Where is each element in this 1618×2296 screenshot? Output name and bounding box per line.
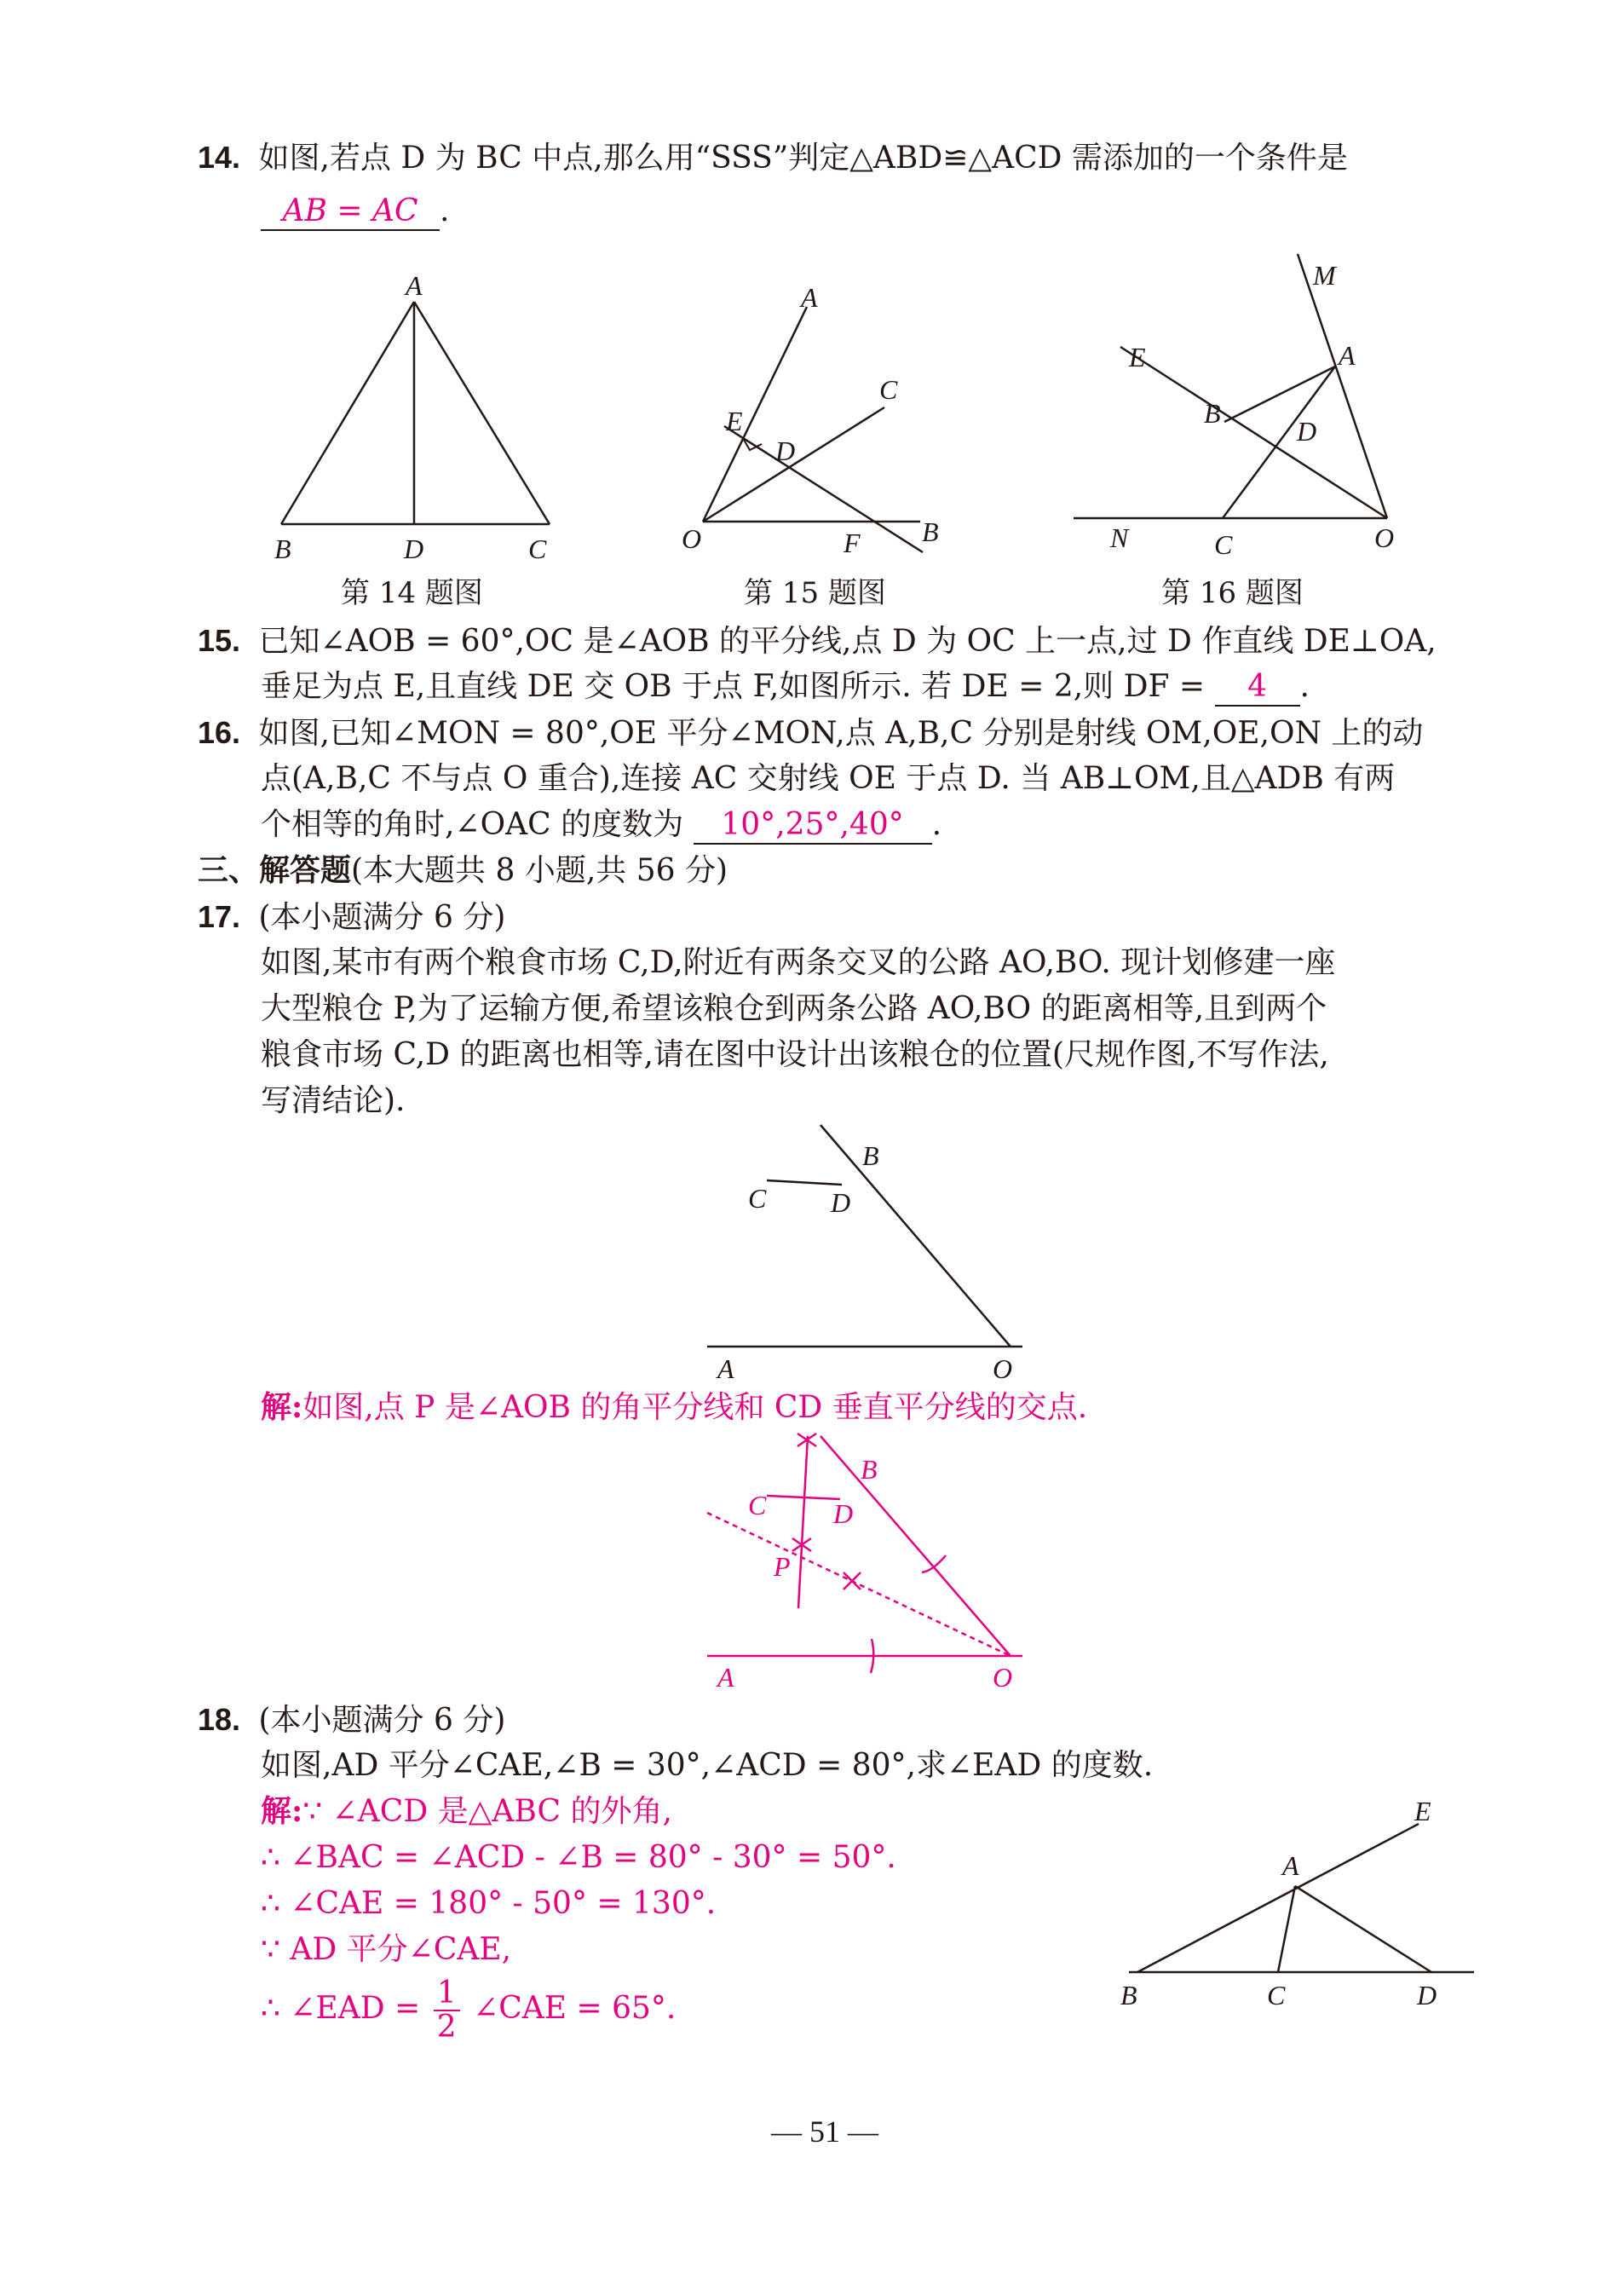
q15-end: . (1299, 669, 1310, 704)
fig15-label-B: B (922, 516, 939, 547)
q17-solution-label: 解: (261, 1389, 303, 1425)
fig17s-label-O: O (993, 1662, 1013, 1693)
q17-score: (本小题满分 6 分) (258, 900, 506, 935)
fig16-label-E: E (1129, 342, 1146, 372)
q16-number: 16. (198, 715, 241, 750)
fig16-label-N: N (1110, 522, 1129, 553)
q18-step-5 (261, 1977, 676, 2044)
q15-answer: 4 (1215, 668, 1300, 707)
fig17-label-B: B (862, 1140, 879, 1171)
q18-number: 18. (198, 1702, 241, 1737)
fig17s-label-B: B (861, 1454, 878, 1485)
fig15-label-O: O (682, 523, 702, 554)
fig15-label-D: D (775, 436, 796, 466)
q14-line2 (261, 193, 449, 231)
q17-line3: 粮食市场 C,D 的距离也相等,请在图中设计出该粮仓的位置(尺规作图,不写作法, (261, 1037, 1329, 1072)
fig16-label-O: O (1374, 522, 1395, 553)
q17-line2: 大型粮仓 P,为了运输方便,希望该粮仓到两条公路 AO,BO 的距离相等,且到两个 (261, 991, 1327, 1026)
q16-end: . (931, 807, 942, 842)
q15-text-1: 已知∠AOB = 60°,OC 是∠AOB 的平分线,点 D 为 OC 上一点,过 D 作直线 DE⊥OA, (258, 624, 1437, 659)
q15-number: 15. (198, 623, 241, 658)
section-3-title: 三、解答题 (198, 853, 352, 888)
q18-fraction (434, 1977, 460, 2044)
fig17s-label-C: C (748, 1490, 767, 1520)
q18-step-1 (261, 1793, 672, 1830)
q17-number: 17. (198, 899, 241, 934)
fig17s-label-P: P (774, 1551, 791, 1582)
fig17-label-C: C (748, 1183, 767, 1214)
fig18-label-B: B (1120, 1980, 1137, 2010)
q18-score: (本小题满分 6 分) (258, 1703, 506, 1738)
q16-answer: 10°,25°,40° (694, 806, 932, 845)
fig14-label-B: B (274, 534, 291, 564)
q18-header (198, 1701, 505, 1739)
fig14-label-C: C (528, 534, 547, 564)
q17-solution-text: 如图,点 P 是∠AOB 的角平分线和 CD 垂直平分线的交点. (302, 1390, 1088, 1425)
fig14-label-D: D (404, 534, 424, 564)
figure-15 (682, 281, 963, 571)
q17-line1: 如图,某市有两个粮食市场 C,D,附近有两条交叉的公路 AO,BO. 现计划修建一座 (261, 945, 1336, 980)
fig16-label-D: D (1297, 416, 1317, 447)
q18-solution-label: 解: (261, 1793, 303, 1829)
q15-line2 (261, 668, 1310, 707)
fig14-caption: 第 14 题图 (341, 576, 483, 610)
figure-14 (256, 270, 579, 564)
section-3-header (198, 852, 728, 889)
figure-16 (1069, 247, 1427, 571)
fig16-label-A: A (1339, 340, 1356, 371)
q18-step-1-text: ∵ ∠ACD 是△ABC 的外角, (302, 1794, 672, 1829)
fig18-label-E: E (1414, 1796, 1431, 1826)
fig18-label-A: A (1282, 1850, 1299, 1881)
q18-step-5-pre: ∴ ∠EAD = (261, 1990, 421, 2026)
fig18-label-C: C (1267, 1980, 1286, 2010)
q16-text-3: 个相等的角时,∠OAC 的度数为 (261, 807, 684, 842)
q18-step-4: ∵ AD 平分∠CAE, (261, 1932, 512, 1967)
q17-solution (261, 1389, 1087, 1426)
fig15-label-A: A (801, 282, 818, 313)
q14-number: 14. (198, 140, 241, 175)
q16-text-1: 如图,已知∠MON = 80°,OE 平分∠MON,点 A,B,C 分别是射线 OM,OE,ON 上的动 (258, 716, 1424, 751)
fig14-label-A: A (406, 270, 423, 301)
q15-line1 (198, 622, 1437, 660)
q14-end: . (440, 193, 450, 228)
q16-line3 (261, 806, 941, 845)
fig16-label-M: M (1313, 260, 1336, 291)
fig16-label-B: B (1204, 398, 1221, 429)
fig15-label-E: E (726, 406, 743, 436)
q18-step-5-post: ∠CAE = 65°. (473, 1990, 677, 2026)
q16-line2 (261, 760, 1395, 797)
fig18-label-D: D (1417, 1980, 1437, 2010)
q14-answer: AB = AC (261, 193, 440, 231)
section-3-note: (本大题共 8 小题,共 56 分) (351, 853, 728, 888)
q17-header (198, 898, 505, 936)
q14-text: 如图,若点 D 为 BC 中点,那么用“SSS”判定△ABD≌△ACD 需添加的一个条件是 (258, 141, 1348, 176)
q18-problem: 如图,AD 平分∠CAE,∠B = 30°,∠ACD = 80°,求∠EAD 的度数. (261, 1748, 1154, 1783)
fig16-caption: 第 16 题图 (1161, 576, 1304, 610)
fig15-label-F: F (844, 528, 861, 558)
q16-line1 (198, 714, 1423, 752)
fig15-label-C: C (879, 374, 898, 405)
q16-text-2: 点(A,B,C 不与点 O 重合),连接 AC 交射线 OE 于点 D. 当 AB⊥OM,且△ADB 有两 (261, 761, 1396, 796)
page-number: — 51 — (771, 2114, 878, 2149)
fig17-label-O: O (993, 1353, 1013, 1384)
q14-line1 (198, 139, 1348, 176)
figure-18 (1108, 1790, 1500, 2011)
figure-17-solution (699, 1428, 1039, 1700)
figure-17 (699, 1116, 1039, 1384)
q18-fraction-denominator: 2 (436, 2009, 457, 2045)
q18-fraction-numerator: 1 (434, 1977, 460, 2011)
q17-line4: 写清结论). (261, 1083, 406, 1118)
fig17-label-D: D (831, 1187, 851, 1218)
q18-step-3: ∴ ∠CAE = 180° - 50° = 130°. (261, 1886, 717, 1921)
fig17-label-A: A (717, 1353, 734, 1384)
fig17s-label-A: A (717, 1662, 734, 1693)
fig15-caption: 第 15 题图 (744, 576, 886, 610)
fig17s-label-D: D (833, 1498, 854, 1529)
q15-text-2: 垂足为点 E,且直线 DE 交 OB 于点 F,如图所示. 若 DE = 2,则 DF = (261, 669, 1206, 704)
fig16-label-C: C (1214, 529, 1233, 560)
q18-step-2: ∴ ∠BAC = ∠ACD - ∠B = 80° - 30° = 50°. (261, 1840, 896, 1875)
